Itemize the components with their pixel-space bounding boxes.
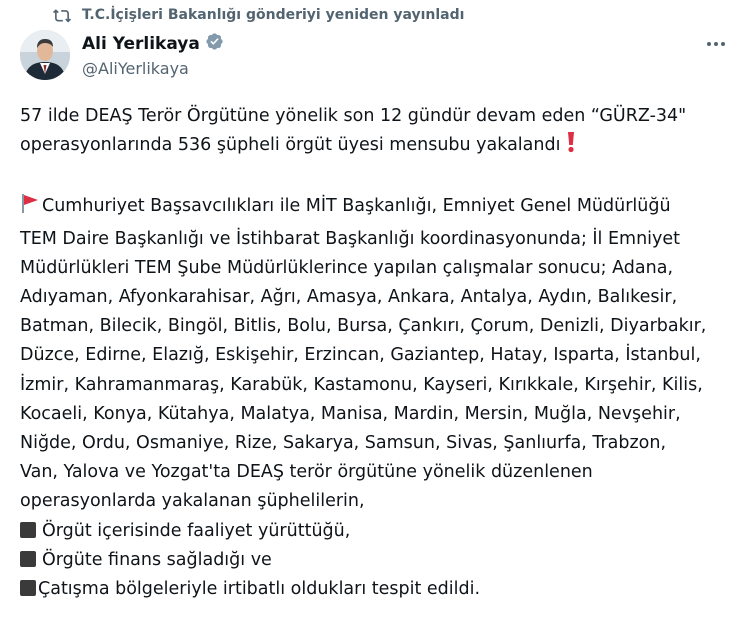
red-exclamation-icon	[566, 131, 576, 163]
tweet-line: operasyonlarda yakalanan şüphelilerin,	[20, 491, 365, 512]
more-options-icon[interactable]	[705, 34, 727, 54]
verified-badge-icon	[205, 32, 224, 55]
bullet-line	[20, 546, 735, 575]
tweet-line: 57 ilde DEAŞ Terör Örgütüne yönelik son 12 gündür devam eden “GÜRZ-34"	[20, 106, 687, 126]
bullet-text: Örgüte finans sağladığı ve	[42, 549, 272, 570]
tweet-line: İzmir, Kahramanmaraş, Karabük, Kastamonu, Kayseri, Kırıkkale, Kırşehir, Kilis,	[20, 374, 703, 395]
tweet-line: Niğde, Ordu, Osmaniye, Rize, Sakarya, Samsun, Sivas, Şanlıurfa, Trabzon,	[20, 433, 667, 454]
bullet-text: Örgüt içerisinde faaliyet yürüttüğü,	[42, 520, 351, 541]
author-block[interactable]	[82, 32, 224, 78]
bullet-text: Çatışma bölgeleriyle irtibatlı oldukları tespit edildi.	[38, 579, 481, 600]
tweet-line: Batman, Bilecik, Bingöl, Bitlis, Bolu, Bursa, Çankırı, Çorum, Denizli, Diyarbakır,	[20, 316, 707, 337]
black-square-icon	[20, 551, 36, 567]
bullet-line	[20, 517, 735, 546]
author-name[interactable]: Ali Yerlikaya	[82, 33, 200, 54]
tweet-line: Düzce, Edirne, Elazığ, Eskişehir, Erzincan, Gaziantep, Hatay, Isparta, İstanbul,	[20, 345, 701, 366]
tweet-text	[20, 102, 735, 604]
tweet-line: Müdürlükleri TEM Şube Müdürlüklerince yapılan çalışmalar sonucu; Adana,	[20, 257, 674, 278]
avatar-portrait	[20, 30, 70, 80]
repost-header[interactable]	[52, 6, 464, 24]
tweet-line: Adıyaman, Afyonkarahisar, Ağrı, Amasya, Ankara, Antalya, Aydın, Balıkesir,	[20, 287, 678, 308]
repost-icon	[52, 6, 72, 24]
bullet-line	[20, 575, 735, 604]
tweet-line-text: Cumhuriyet Başsavcılıkları ile MİT Başkanlığı, Emniyet Genel Müdürlüğü	[42, 196, 671, 217]
black-square-icon	[20, 522, 36, 538]
tweet-line	[20, 131, 735, 163]
tweet-line	[20, 192, 735, 224]
tweet-line-text: operasyonlarında 536 şüpheli örgüt üyesi mensubu yakalandı	[20, 135, 561, 156]
tweet-line: Kocaeli, Konya, Kütahya, Malatya, Manisa, Mardin, Mersin, Muğla, Nevşehir,	[20, 403, 681, 424]
red-triangular-flag-icon	[20, 192, 40, 224]
tweet-line: Van, Yalova ve Yozgat'ta DEAŞ terör örgütüne yönelik düzenlenen	[20, 462, 593, 483]
repost-text: T.C.İçişleri Bakanlığı gönderiyi yeniden yayınladı	[82, 7, 465, 23]
tweet-line: TEM Daire Başkanlığı ve İstihbarat Başkanlığı koordinasyonunda; İl Emniyet	[20, 228, 681, 249]
author-handle[interactable]: @AliYerlikaya	[82, 59, 189, 78]
avatar[interactable]	[20, 30, 70, 80]
black-square-icon	[20, 580, 36, 596]
